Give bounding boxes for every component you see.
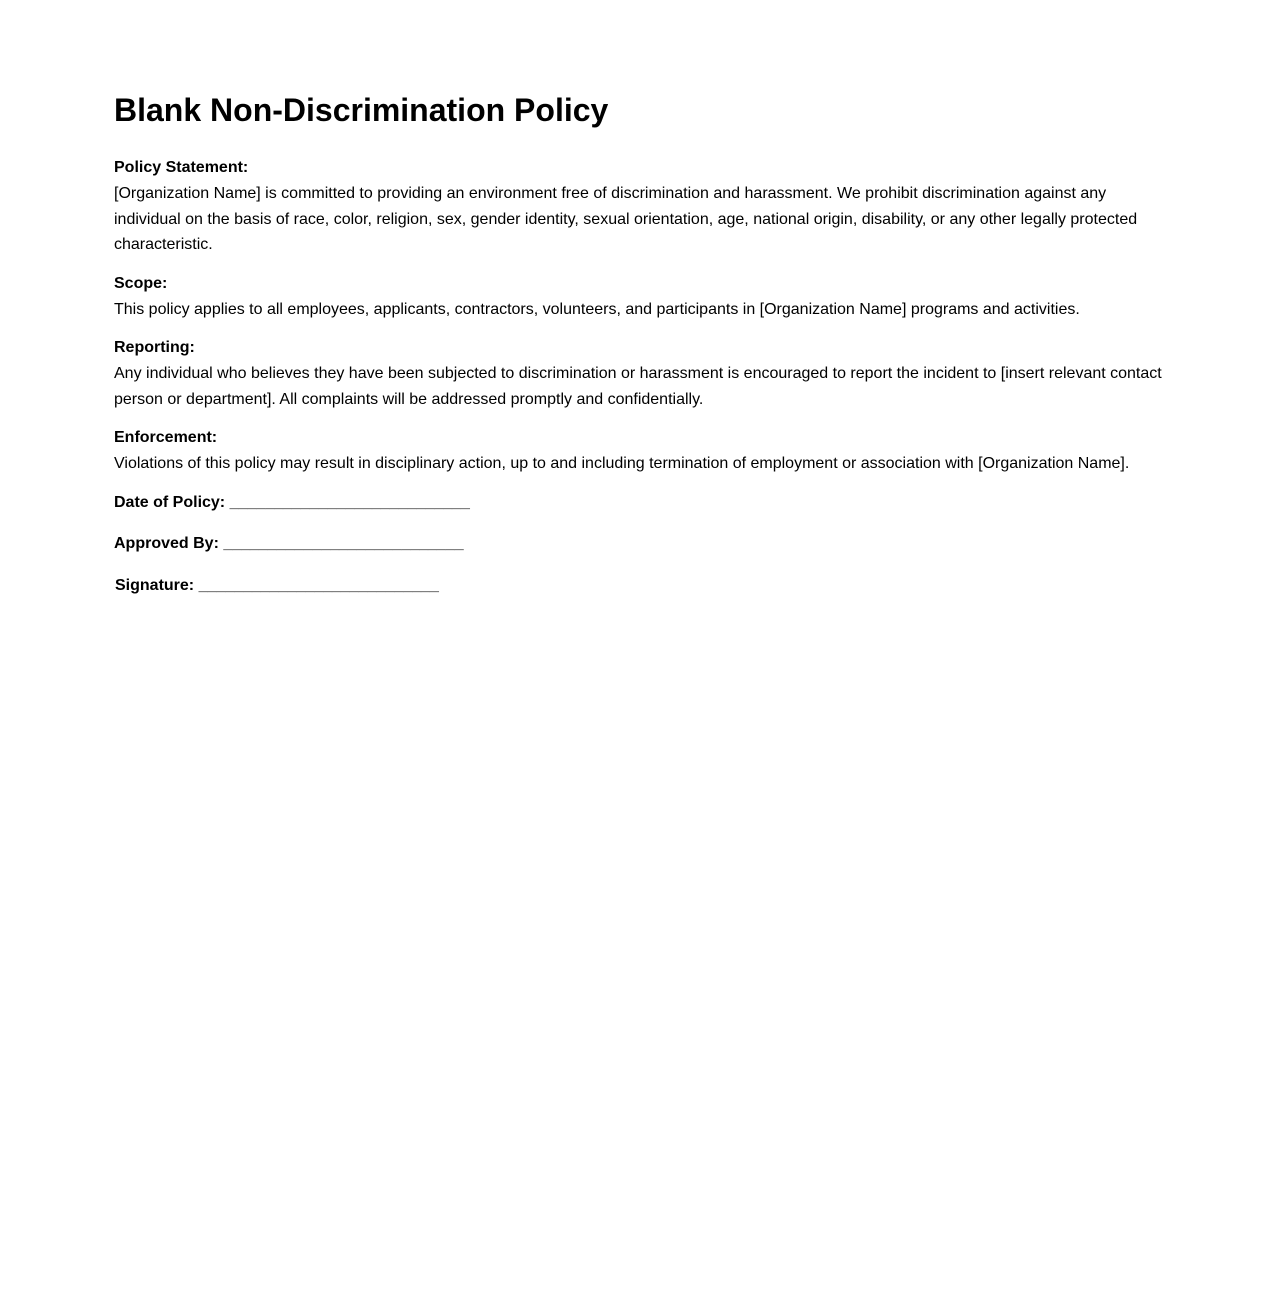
section-policy-statement <box>114 157 1174 258</box>
signature-field <box>114 575 1174 597</box>
section-label: Policy Statement: <box>114 159 249 176</box>
section-enforcement <box>114 427 1174 477</box>
section-reporting <box>114 337 1174 412</box>
section-text: This policy applies to all employees, applicants, contractors, volunteers, and participants in [Organization Name] programs and activities. <box>114 300 1080 318</box>
approved-by-field <box>114 533 1174 555</box>
section-text: [Organization Name] is committed to providing an environment free of discrimination and harassment. We prohibit discrimination against any individual on the basis of race, color, religion, sex, gender identity, sexual orientation, age, national origin, disability, or any other legally protected characteristic. <box>114 185 1138 253</box>
blank-line: ___________________________ <box>198 576 439 594</box>
section-text: Violations of this policy may result in disciplinary action, up to and including termination of employment or association with [Organization Name]. <box>114 455 1130 472</box>
field-label: Date of Policy: <box>114 493 226 511</box>
page-title: Blank Non-Discrimination Policy <box>114 92 609 128</box>
section-scope <box>114 273 1174 323</box>
section-text: Any individual who believes they have been subjected to discrimination or harassment is encouraged to report the incident to [insert relevant contact person or department]. All complaints will be addressed promptly and confidentially. <box>114 365 1162 408</box>
date-of-policy-field <box>114 492 1174 514</box>
section-label: Reporting: <box>114 339 195 356</box>
section-label: Enforcement: <box>114 429 218 446</box>
blank-line: ___________________________ <box>229 493 470 511</box>
field-label: Approved By: <box>114 535 219 552</box>
section-label: Scope: <box>114 274 168 292</box>
document-page <box>114 88 1174 616</box>
field-label: Signature: <box>115 576 195 594</box>
blank-line: ___________________________ <box>223 535 464 552</box>
